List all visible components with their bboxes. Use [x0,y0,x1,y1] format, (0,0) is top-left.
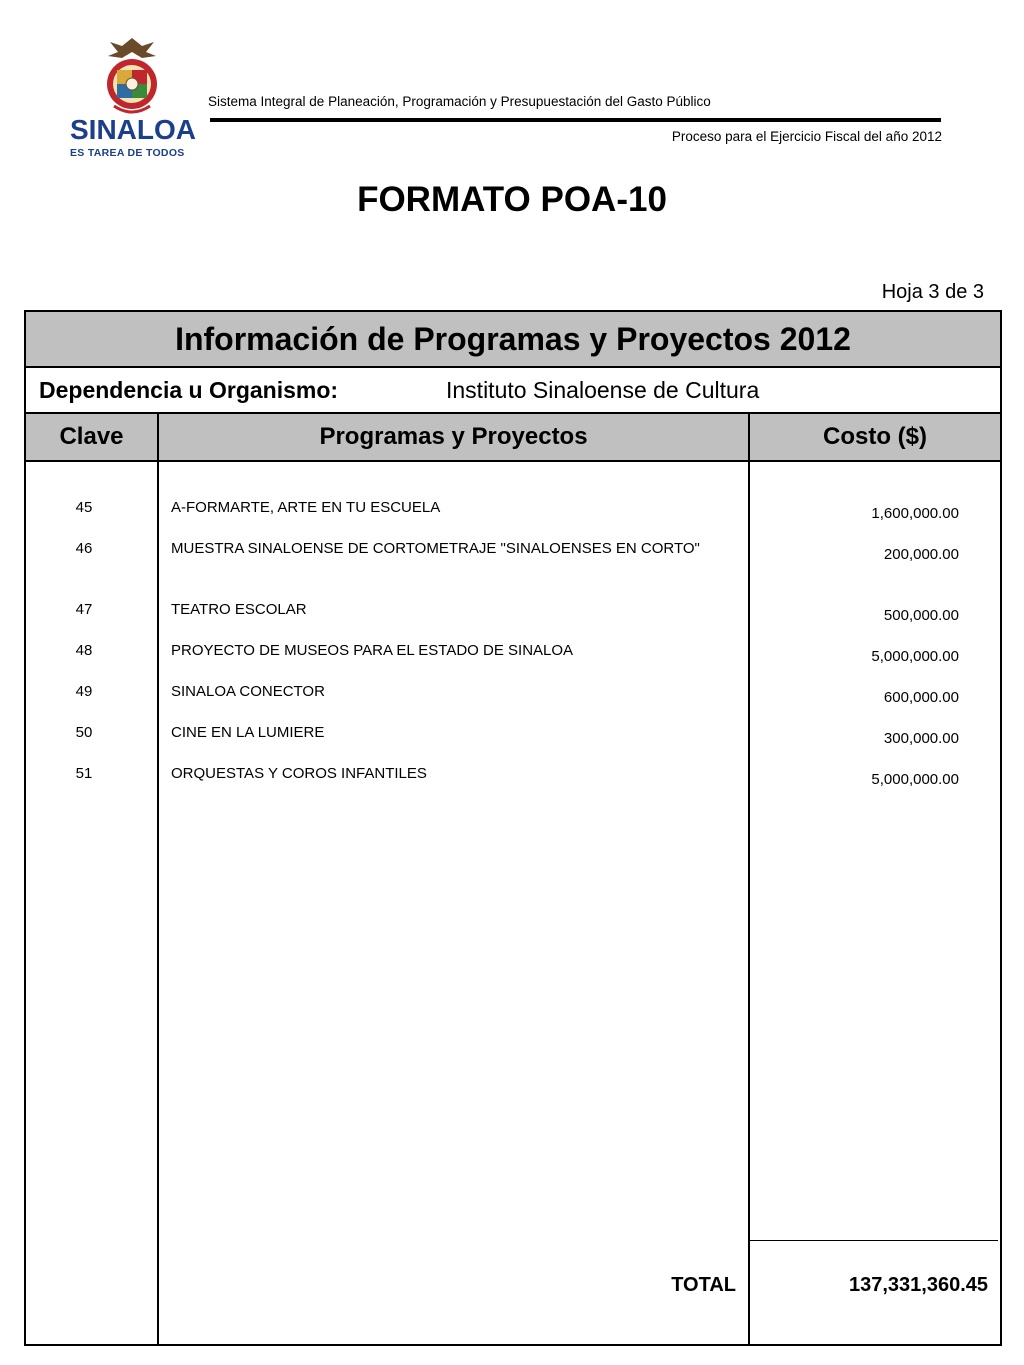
column-header-clave: Clave [59,423,124,450]
row-costo: 600,000.00 [883,689,959,706]
row-programa: TEATRO ESCOLAR [171,601,307,618]
sinaloa-coat-of-arms-icon [104,36,160,118]
fiscal-process-text: Proceso para el Ejercicio Fiscal del año 2012 [671,129,942,144]
dependency-value: Instituto Sinaloense de Cultura [446,377,760,403]
row-costo: 300,000.00 [883,730,959,747]
programs-table [24,310,1002,1346]
total-divider [750,1240,998,1241]
total-value: 137,331,360.45 [848,1274,988,1296]
row-clave: 46 [75,540,93,557]
row-costo: 200,000.00 [883,546,959,563]
row-costo: 5,000,000.00 [871,648,959,665]
document-title: FORMATO POA-10 [357,180,667,219]
row-clave: 50 [75,724,93,741]
column-divider [157,414,159,1344]
row-clave: 47 [75,601,93,618]
row-clave: 51 [75,765,93,782]
dependency-row [26,368,1000,414]
column-divider [748,414,750,1344]
row-programa: MUESTRA SINALOENSE DE CORTOMETRAJE "SINALOENSES EN CORTO" [171,540,700,557]
row-programa: SINALOA CONECTOR [171,683,325,700]
system-title: Sistema Integral de Planeación, Programación y Presupuestación del Gasto Público [208,94,711,109]
column-header-programas: Programas y Proyectos [319,423,588,450]
row-programa: CINE EN LA LUMIERE [171,724,325,741]
header-divider [210,118,941,122]
table-title: Información de Programas y Proyectos 2012 [26,312,1000,368]
row-costo: 1,600,000.00 [871,505,959,522]
row-programa: A-FORMARTE, ARTE EN TU ESCUELA [171,499,441,516]
logo-tagline: ES TAREA DE TODOS [70,147,185,159]
row-clave: 49 [75,683,93,700]
row-clave: 48 [75,642,93,659]
page-indicator: Hoja 3 de 3 [881,281,984,303]
dependency-label: Dependencia u Organismo: [39,377,339,403]
column-header-row [26,414,1000,462]
row-programa: ORQUESTAS Y COROS INFANTILES [171,765,427,782]
row-programa: PROYECTO DE MUSEOS PARA EL ESTADO DE SINALOA [171,642,574,659]
row-clave: 45 [75,499,93,516]
total-label: TOTAL [671,1274,736,1296]
logo-wordmark: SINALOA [70,114,196,145]
sinaloa-logo [66,36,198,160]
row-costo: 5,000,000.00 [871,771,959,788]
row-costo: 500,000.00 [883,607,959,624]
column-header-costo: Costo ($) [823,423,927,450]
